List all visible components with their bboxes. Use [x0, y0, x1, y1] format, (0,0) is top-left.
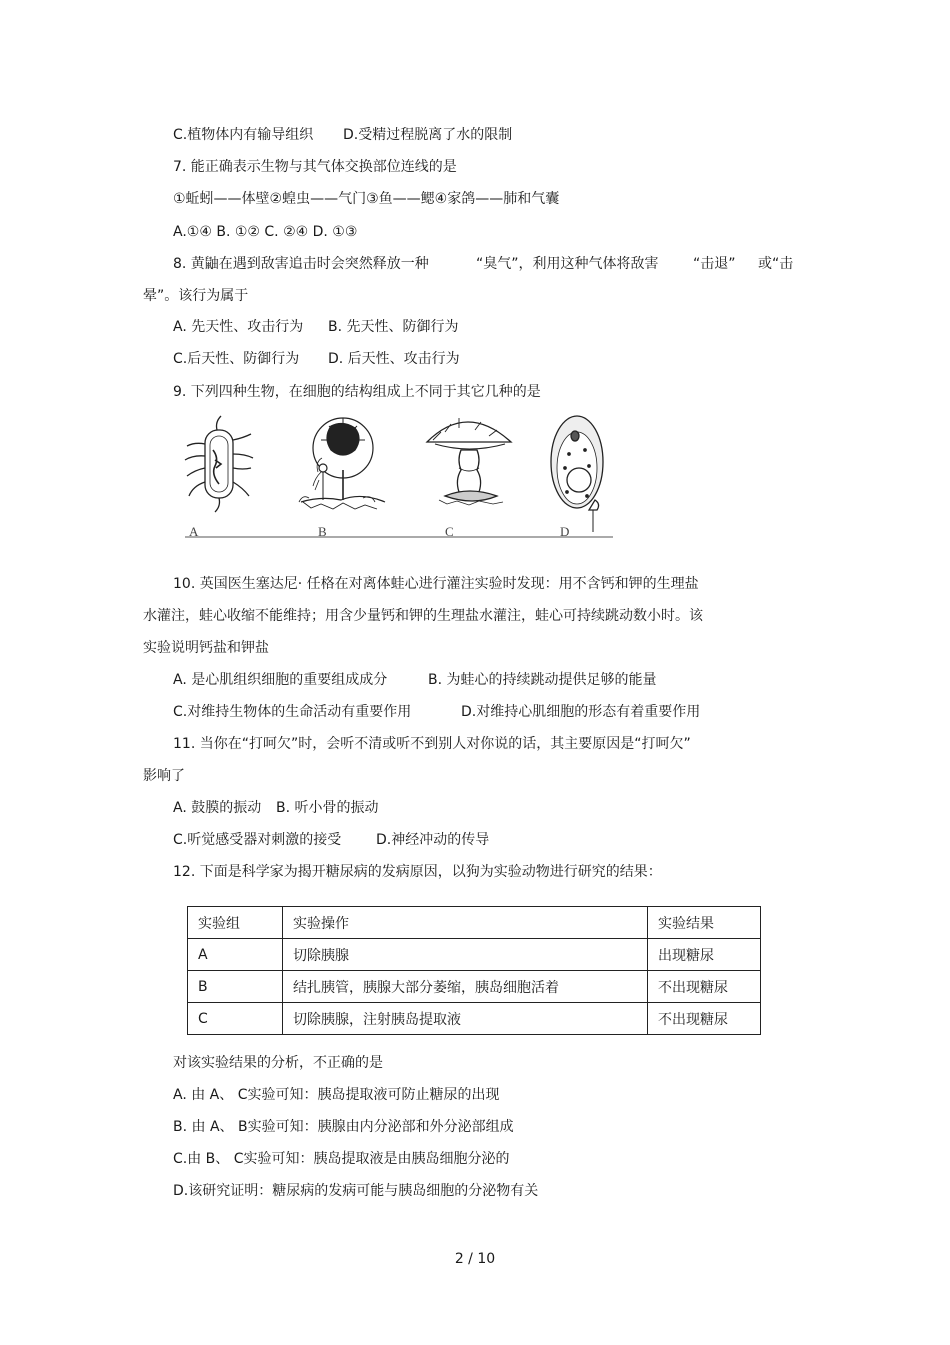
q7-stem: 7. 能正确表示生物与其气体交换部位连线的是 [173, 159, 457, 175]
q10-stem-line2: 水灌注，蛙心收缩不能维持；用含少量钙和钾的生理盐水灌注，蛙心可持续跳动数小时。该 [143, 608, 703, 624]
q10-option-a: A. 是心肌组织细胞的重要组成成分 [173, 672, 388, 688]
bacterium-drawing [185, 416, 253, 512]
q12-option-c: C.由 B、 C实验可知：胰岛提取液是由胰岛细胞分泌的 [173, 1151, 510, 1167]
table-row [188, 939, 761, 971]
table-cell: C [188, 1003, 283, 1035]
experiment-table [187, 906, 761, 1035]
q10-option-b: B. 为蛙心的持续跳动提供足够的能量 [428, 672, 657, 688]
q8-stem-part4: 或“击 [758, 256, 794, 272]
q8-option-b: B. 先天性、防御行为 [328, 319, 459, 335]
q11-option-d: D.神经冲动的传导 [376, 832, 490, 848]
q8-stem-part1: 8. 黄鼬在遇到敌害追击时会突然释放一种 [173, 256, 429, 272]
table-cell: B [188, 971, 283, 1003]
table-row [188, 971, 761, 1003]
q10-stem-line3: 实验说明钙盐和钾盐 [143, 640, 269, 656]
q9-stem: 9. 下列四种生物，在细胞的结构组成上不同于其它几种的是 [173, 384, 541, 400]
q8-stem-part3: “击退” [693, 256, 736, 272]
table-header-cell: 实验组 [188, 907, 283, 939]
q11-stem-line2: 影响了 [143, 768, 185, 784]
q11-stem-line1: 11. 当你在“打呵欠”时，会听不清或听不到别人对你说的话，其主要原因是“打呵欠” [173, 736, 691, 752]
q6-option-d: D.受精过程脱离了水的限制 [343, 127, 513, 143]
q7-options: A.①④ B. ①② C. ②④ D. ①③ [173, 224, 358, 240]
table-cell: 切除胰腺，注射胰岛提取液 [283, 1003, 648, 1035]
q12-option-b: B. 由 A、 B实验可知：胰腺由内分泌部和外分泌部组成 [173, 1119, 514, 1135]
mushroom-drawing [427, 418, 511, 505]
q8-option-a: A. 先天性、攻击行为 [173, 319, 304, 335]
mold-drawing [299, 418, 385, 509]
table-cell: 不出现糖尿 [648, 971, 761, 1003]
q7-pairs: ①蚯蚓——体壁②蝗虫——气门③鱼——鳃④家鸽——肺和气囊 [173, 191, 560, 207]
table-row [188, 1003, 761, 1035]
q8-stem-cont: 晕”。该行为属于 [143, 288, 249, 304]
table-cell: 不出现糖尿 [648, 1003, 761, 1035]
page-number: 2 / 10 [454, 1251, 496, 1267]
table-header-row [188, 907, 761, 939]
figure-label-a: A [189, 524, 199, 539]
q11-option-a: A. 鼓膜的振动 [173, 800, 262, 816]
figure-label-c: C [445, 524, 454, 539]
q12-stem: 12. 下面是科学家为揭开糖尿病的发病原因，以狗为实验动物进行研究的结果： [173, 864, 662, 880]
q10-option-c: C.对维持生物体的生命活动有重要作用 [173, 704, 412, 720]
q12-option-a: A. 由 A、 C实验可知：胰岛提取液可防止糖尿的出现 [173, 1087, 500, 1103]
q11-option-b: B. 听小骨的振动 [276, 800, 379, 816]
q8-option-c: C.后天性、防御行为 [173, 351, 300, 367]
table-header-cell: 实验结果 [648, 907, 761, 939]
table-cell: 出现糖尿 [648, 939, 761, 971]
figure-label-d: D [560, 524, 570, 539]
q6-option-c: C.植物体内有输导组织 [173, 127, 314, 143]
q12-option-d: D.该研究证明：糖尿病的发病可能与胰岛细胞的分泌物有关 [173, 1183, 539, 1199]
table-cell: 切除胰腺 [283, 939, 648, 971]
q8-option-d: D. 后天性、攻击行为 [328, 351, 460, 367]
q8-stem-part2: “臭气”，利用这种气体将敌害 [476, 256, 659, 272]
table-header-cell: 实验操作 [283, 907, 648, 939]
q10-stem-line1: 10. 英国医生塞达尼· 任格在对离体蛙心进行灌注实验时发现：用不含钙和钾的生理盐 [173, 576, 699, 592]
table-cell: 结扎胰管，胰腺大部分萎缩，胰岛细胞活着 [283, 971, 648, 1003]
organism-figure [183, 410, 615, 542]
cell-drawing [551, 416, 603, 532]
organism-drawings [183, 410, 615, 542]
q12-ask: 对该实验结果的分析，不正确的是 [173, 1055, 383, 1071]
table-cell: A [188, 939, 283, 971]
figure-label-b: B [318, 524, 327, 539]
q11-option-c: C.听觉感受器对刺激的接受 [173, 832, 342, 848]
q10-option-d: D.对维持心肌细胞的形态有着重要作用 [461, 704, 701, 720]
